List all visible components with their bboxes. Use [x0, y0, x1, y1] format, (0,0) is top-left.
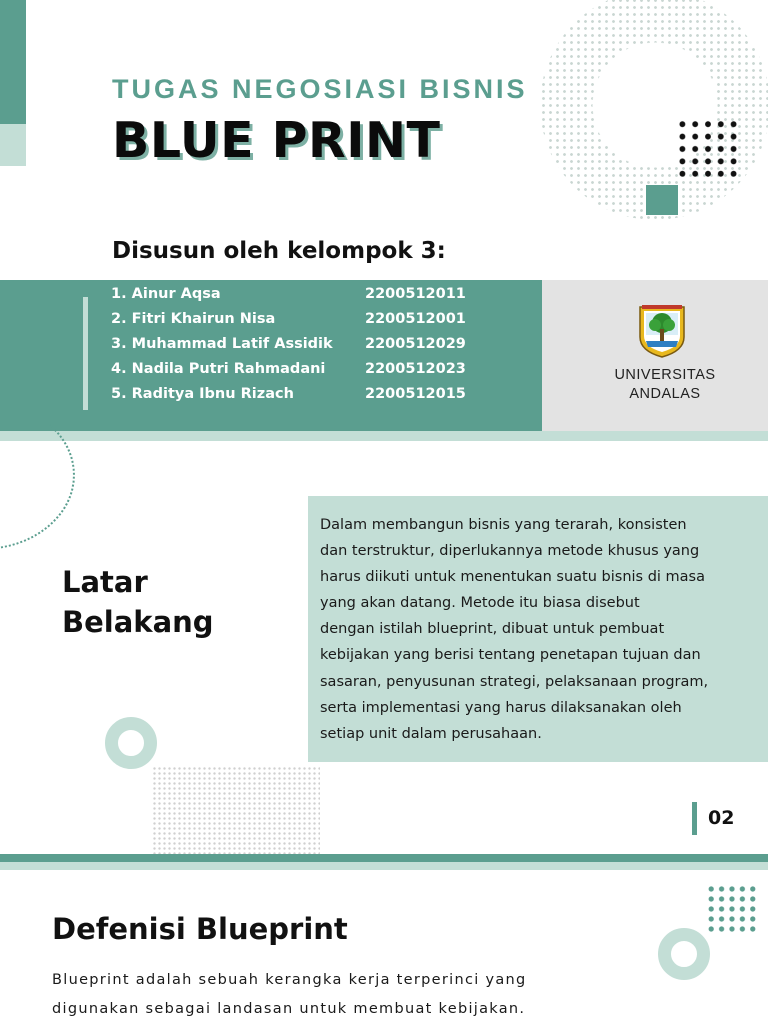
member-nim: 2200512029 — [365, 336, 466, 352]
page-number: 02 — [708, 807, 735, 829]
document-title: BLUE PRINT — [112, 112, 441, 169]
paragraph-line: serta implementasi yang harus dilaksanakan oleh — [320, 699, 682, 716]
page-divider — [0, 854, 768, 862]
left-accent-bar — [0, 0, 26, 124]
paragraph-line: yang akan datang. Metode itu biasa disebut — [320, 595, 640, 612]
member-row — [111, 286, 511, 310]
member-row — [111, 336, 511, 360]
grey-dot-grid-decoration — [152, 766, 320, 854]
member-nim: 2200512011 — [365, 286, 466, 302]
university-name — [542, 366, 768, 404]
university-crest-icon — [636, 303, 688, 359]
paragraph-line: setiap unit dalam perusahaan. — [320, 725, 542, 742]
paragraph-line: Dalam membangun bisnis yang terarah, konsisten — [320, 517, 687, 533]
definisi-heading: Defenisi Blueprint — [52, 912, 348, 946]
black-dot-grid-decoration — [676, 118, 740, 180]
members-band-accent-line — [83, 297, 88, 410]
section-separator — [0, 431, 768, 441]
ring-decoration — [105, 717, 157, 769]
latar-belakang-paragraph — [320, 512, 760, 747]
page-number-bar — [692, 802, 697, 835]
latar-belakang-box — [308, 496, 768, 762]
paragraph-line: harus diikuti untuk menentukan suatu bisnis di masa — [320, 569, 706, 586]
paragraph-line: kebijakan yang berisi tentang penetapan tujuan dan — [320, 647, 701, 664]
page-divider-light — [0, 862, 768, 870]
definisi-paragraph — [52, 966, 692, 1024]
heading-line1: Latar — [62, 565, 148, 599]
paragraph-line: digunakan sebagai landasan untuk membuat kebijakan. — [52, 1001, 526, 1017]
authors-label: Disusun oleh kelompok 3: — [112, 238, 446, 264]
member-name: 1. Ainur Aqsa — [111, 286, 221, 302]
latar-belakang-heading — [62, 562, 214, 642]
member-name: 4. Nadila Putri Rahmadani — [111, 361, 326, 377]
teal-square-decoration — [646, 185, 678, 215]
left-accent-bar-light — [0, 124, 26, 166]
member-row — [111, 361, 511, 385]
member-name: 5. Raditya Ibnu Rizach — [111, 386, 294, 402]
member-nim: 2200512001 — [365, 311, 466, 327]
university-name-line2: ANDALAS — [629, 386, 701, 402]
member-row — [111, 386, 511, 410]
member-name: 2. Fitri Khairun Nisa — [111, 311, 276, 327]
member-row — [111, 311, 511, 335]
teal-dot-grid-decoration — [706, 884, 758, 934]
university-name-line1: UNIVERSITAS — [614, 367, 716, 383]
paragraph-line: dan terstruktur, diperlukannya metode khusus yang — [320, 543, 700, 560]
paragraph-line: sasaran, penyusunan strategi, pelaksanaan program, — [320, 673, 709, 690]
paragraph-line: Blueprint adalah sebuah kerangka kerja terperinci yang — [52, 972, 527, 988]
member-name: 3. Muhammad Latif Assidik — [111, 336, 333, 352]
member-nim: 2200512023 — [365, 361, 466, 377]
heading-line2: Belakang — [62, 605, 214, 639]
paragraph-line: dengan istilah blueprint, dibuat untuk pembuat — [320, 621, 665, 638]
member-nim: 2200512015 — [365, 386, 466, 402]
document-subtitle: TUGAS NEGOSIASI BISNIS — [112, 74, 528, 104]
